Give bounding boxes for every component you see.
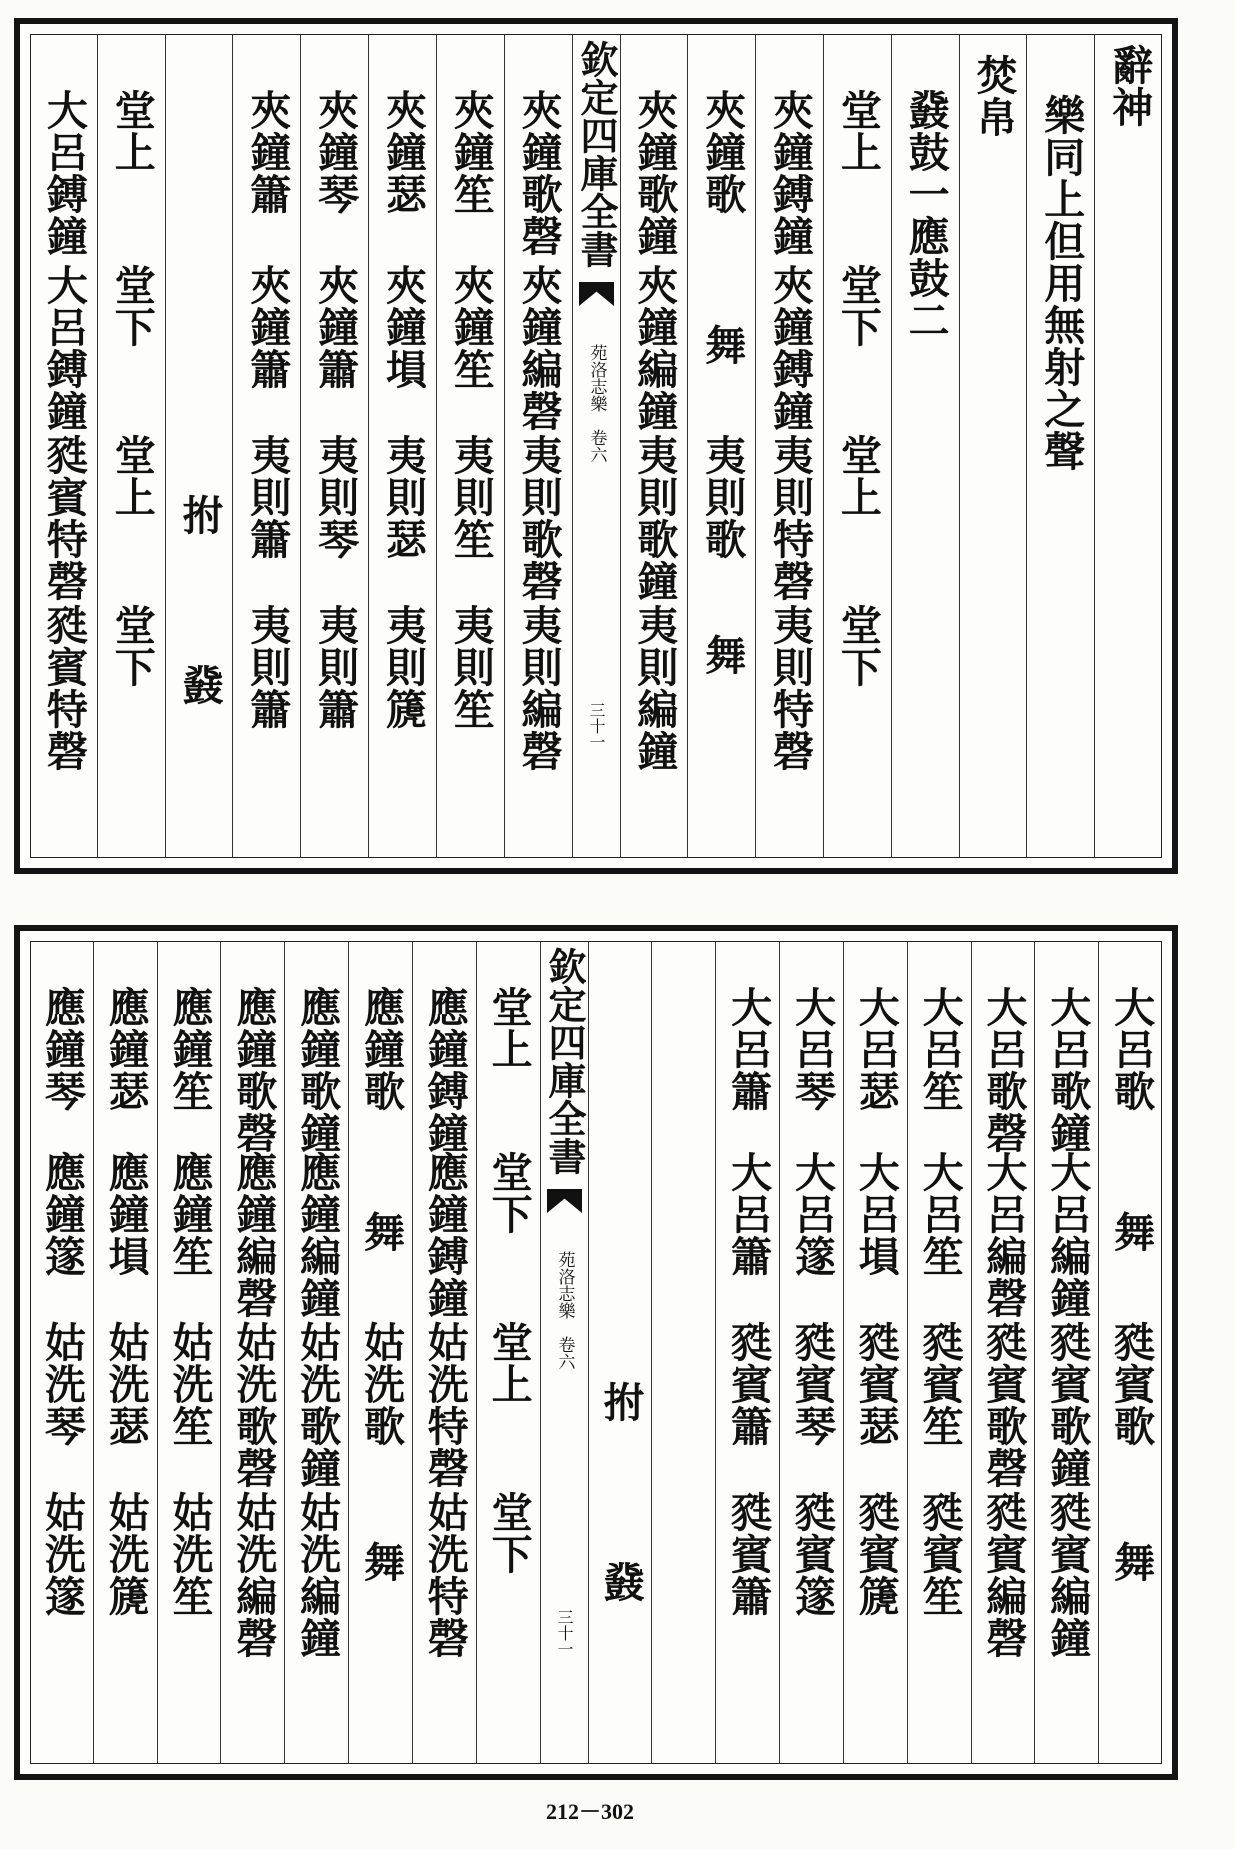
text-column: [687, 34, 755, 858]
top-page: [14, 18, 1178, 874]
text-column: [907, 941, 971, 1764]
text-cell: 夷則笙: [446, 434, 495, 560]
text-cell: 夾鐘簫: [311, 264, 360, 390]
text-cell: 舞: [1107, 1541, 1156, 1583]
text-cell: 甤賓歌鐘: [1043, 1321, 1092, 1489]
text-cell: 樂同上但用無射之聲: [1037, 94, 1086, 472]
text-cell: 應鐘編鐘: [293, 1151, 342, 1319]
text-cell: 應鐘篴: [37, 1151, 86, 1277]
text-cell: 夷則特磬: [766, 434, 815, 602]
text-column: [30, 34, 97, 858]
chapter-label: 苑洛志樂 卷六: [586, 344, 607, 463]
text-cell: 鼗鼓一應鼓二: [901, 89, 950, 341]
text-column: [971, 941, 1035, 1764]
center-fold-column: [572, 34, 620, 858]
text-cell: 甤賓簫: [724, 1491, 773, 1617]
text-cell: 大呂笙: [915, 1151, 964, 1277]
text-column: [779, 941, 843, 1764]
page-number: 212－302: [545, 1799, 634, 1824]
text-cell: 大呂歌: [1107, 986, 1156, 1112]
text-column: [284, 941, 348, 1764]
top-page-columns: [30, 34, 1162, 858]
text-column: [843, 941, 907, 1764]
text-cell: 夾鐘歌: [698, 89, 747, 215]
text-cell: 夾鐘簫: [243, 264, 292, 390]
center-fold-column: [540, 941, 588, 1764]
text-cell: 大呂簫: [724, 1151, 773, 1277]
text-cell: 夾鐘歌磬: [514, 89, 563, 257]
text-column: [959, 34, 1027, 858]
text-cell: 甤賓編磬: [979, 1491, 1028, 1659]
book-title: 欽定四庫全書: [542, 947, 588, 1175]
text-cell: 應鐘塤: [101, 1151, 150, 1277]
text-cell: 姑洗歌鐘: [293, 1321, 342, 1489]
text-cell: 姑洗編磬: [229, 1491, 278, 1659]
text-cell: 大呂編鐘: [1043, 1151, 1092, 1319]
bottom-page-columns: [30, 941, 1162, 1764]
text-cell: 大呂編磬: [979, 1151, 1028, 1319]
text-cell: 大呂歌鐘: [1043, 986, 1092, 1154]
text-cell: 夾鐘笙: [446, 89, 495, 215]
text-column: [476, 941, 540, 1764]
text-column: [436, 34, 504, 858]
text-cell: 夾鐘塤: [378, 264, 427, 390]
text-cell: 夾鐘鎛鐘: [766, 264, 815, 432]
text-column: [715, 941, 779, 1764]
book-title: 欽定四庫全書: [574, 40, 619, 268]
text-column: [504, 34, 572, 858]
text-cell: 夾鐘編磬: [514, 264, 563, 432]
text-cell: 姑洗特磬: [420, 1321, 469, 1489]
folio-number: 三十一: [555, 1609, 575, 1657]
bottom-page: [14, 925, 1178, 1780]
text-column: [823, 34, 891, 858]
text-cell: 拊: [596, 1381, 645, 1423]
text-cell: 姑洗歌磬: [229, 1321, 278, 1489]
text-cell: 夷則簫: [243, 434, 292, 560]
text-cell: 大呂鎛鐘: [39, 264, 88, 432]
text-cell: 大呂簫: [724, 986, 773, 1112]
text-cell: 甤賓篪: [851, 1491, 900, 1617]
text-column: [232, 34, 300, 858]
text-cell: 姑洗笙: [165, 1491, 214, 1617]
text-cell: 甤賓笙: [915, 1321, 964, 1447]
text-column: [1026, 34, 1094, 858]
text-cell: 夷則瑟: [378, 434, 427, 560]
chapter-label: 苑洛志樂 卷六: [554, 1251, 575, 1370]
text-column: [620, 34, 688, 858]
text-cell: 鼗: [596, 1561, 645, 1603]
text-cell: 甤賓瑟: [851, 1321, 900, 1447]
text-cell: 舞: [698, 324, 747, 366]
text-cell: 甤賓篴: [787, 1491, 836, 1617]
text-column: [300, 34, 368, 858]
text-column: [157, 941, 221, 1764]
text-cell: 焚帛: [969, 54, 1018, 138]
text-column: [30, 941, 93, 1764]
text-cell: 堂下: [833, 604, 882, 688]
text-cell: 夷則簫: [311, 604, 360, 730]
text-cell: 堂上: [833, 89, 882, 173]
text-cell: 堂下: [484, 1491, 533, 1575]
text-cell: 甤賓歌: [1107, 1321, 1156, 1447]
text-cell: 甤賓編鐘: [1043, 1491, 1092, 1659]
text-cell: 夷則琴: [311, 434, 360, 560]
text-cell: 夷則歌: [698, 434, 747, 560]
fish-tail-mark-icon: [547, 1189, 582, 1213]
text-column: [651, 941, 715, 1764]
text-cell: 大呂塤: [851, 1151, 900, 1277]
text-column: [93, 941, 157, 1764]
text-cell: 夾鐘編鐘: [630, 264, 679, 432]
text-cell: 堂上: [833, 434, 882, 518]
text-cell: 堂下: [107, 264, 156, 348]
text-cell: 夾鐘簫: [243, 89, 292, 215]
text-cell: 大呂瑟: [851, 986, 900, 1112]
text-cell: 夾鐘笙: [446, 264, 495, 390]
text-cell: 姑洗特磬: [420, 1491, 469, 1659]
text-cell: 甤賓特磬: [39, 604, 88, 772]
text-cell: 姑洗篴: [37, 1491, 86, 1617]
text-cell: 夾鐘歌鐘: [630, 89, 679, 257]
text-column: [97, 34, 165, 858]
text-cell: 夾鐘鎛鐘: [766, 89, 815, 257]
text-cell: 夷則編磬: [514, 604, 563, 772]
text-cell: 堂上: [484, 986, 533, 1070]
text-cell: 舞: [1107, 1211, 1156, 1253]
text-column: [891, 34, 959, 858]
text-column: [1094, 34, 1162, 858]
text-cell: 堂下: [833, 264, 882, 348]
text-cell: 舞: [698, 634, 747, 676]
text-cell: 應鐘歌鐘: [293, 986, 342, 1154]
text-column: [165, 34, 233, 858]
text-cell: 應鐘鎛鐘: [420, 1151, 469, 1319]
text-cell: 鼗: [175, 664, 224, 706]
text-cell: 大呂琴: [787, 986, 836, 1112]
text-cell: 堂上: [107, 89, 156, 173]
text-cell: 舞: [356, 1541, 405, 1583]
text-cell: 姑洗篪: [101, 1491, 150, 1617]
fish-tail-mark-icon: [579, 282, 614, 306]
text-cell: 姑洗歌: [356, 1321, 405, 1447]
text-cell: 堂上: [107, 434, 156, 518]
text-cell: 甤賓簫: [724, 1321, 773, 1447]
text-cell: 姑洗瑟: [101, 1321, 150, 1447]
text-cell: 大呂篴: [787, 1151, 836, 1277]
text-cell: 應鐘鎛鐘: [420, 986, 469, 1154]
folio-number: 三十一: [587, 702, 606, 750]
text-cell: 夾鐘琴: [311, 89, 360, 215]
text-cell: 應鐘瑟: [101, 986, 150, 1112]
text-cell: 大呂歌磬: [979, 986, 1028, 1154]
text-cell: 堂下: [107, 604, 156, 688]
text-column: [1034, 941, 1098, 1764]
text-column: [412, 941, 476, 1764]
text-cell: 甤賓笙: [915, 1491, 964, 1617]
text-cell: 應鐘歌: [356, 986, 405, 1112]
text-cell: 夷則笙: [446, 604, 495, 730]
text-cell: 應鐘琴: [37, 986, 86, 1112]
text-cell: 夷則歌磬: [514, 434, 563, 602]
text-column: [755, 34, 823, 858]
text-cell: 夷則編鐘: [630, 604, 679, 772]
text-cell: 辭神: [1105, 44, 1154, 128]
text-cell: 姑洗編鐘: [293, 1491, 342, 1659]
text-cell: 堂下: [484, 1151, 533, 1235]
text-cell: 夷則簫: [243, 604, 292, 730]
text-cell: 應鐘笙: [165, 1151, 214, 1277]
text-cell: 夷則歌鐘: [630, 434, 679, 602]
text-cell: 夷則特磬: [766, 604, 815, 772]
text-cell: 應鐘歌磬: [229, 986, 278, 1154]
text-cell: 姑洗笙: [165, 1321, 214, 1447]
text-cell: 甤賓特磬: [39, 434, 88, 602]
text-cell: 姑洗琴: [37, 1321, 86, 1447]
text-cell: 拊: [175, 494, 224, 536]
text-cell: 大呂笙: [915, 986, 964, 1112]
text-cell: 堂上: [484, 1321, 533, 1405]
text-cell: 夾鐘瑟: [378, 89, 427, 215]
text-cell: 大呂鎛鐘: [39, 89, 88, 257]
text-column: [348, 941, 412, 1764]
text-cell: 甤賓琴: [787, 1321, 836, 1447]
text-cell: 甤賓歌磬: [979, 1321, 1028, 1489]
text-cell: 夷則篪: [378, 604, 427, 730]
text-cell: 應鐘編磬: [229, 1151, 278, 1319]
text-column: [1098, 941, 1162, 1764]
text-cell: 應鐘笙: [165, 986, 214, 1112]
text-column: [220, 941, 284, 1764]
text-column: [588, 941, 652, 1764]
text-column: [368, 34, 436, 858]
text-cell: 舞: [356, 1211, 405, 1253]
